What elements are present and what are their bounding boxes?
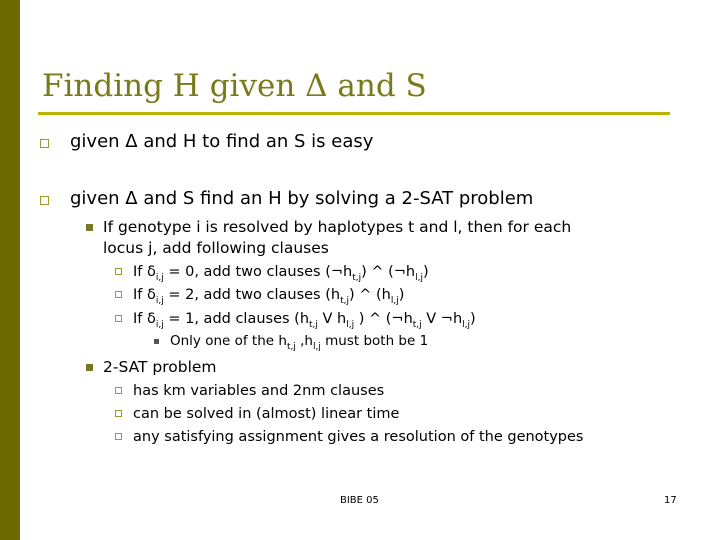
2sat-item-1: has km variables and 2nm clauses bbox=[133, 383, 385, 399]
clause-delta-2: If $\delta_{i,j} = 2$, add two clauses $(h_{t,j})$ ^ $(h_{l,j})$ bbox=[133, 287, 405, 306]
title-rule bbox=[38, 112, 670, 115]
footer-label: BIBE 05 bbox=[340, 495, 379, 506]
bullet-icon bbox=[40, 139, 49, 148]
sub-sub-bullet-icon bbox=[115, 315, 122, 322]
sub-sub-bullet-icon bbox=[115, 387, 122, 394]
sub-bullet-genotype-line2: locus j, add following clauses bbox=[103, 239, 329, 257]
clause-delta-0: If $\delta_{i,j} = 0$, add two clauses $(\neg h_{t,j})$ ^ $(\neg h_{l,j})$ bbox=[133, 264, 429, 283]
2sat-item-2: can be solved in (almost) linear time bbox=[133, 406, 400, 422]
sub-bullet-2sat: 2-SAT problem bbox=[103, 358, 217, 376]
bullet-1: given Δ and H to find an S is easy bbox=[70, 131, 374, 152]
sub-sub-bullet-icon bbox=[115, 291, 122, 298]
clause-delta-1: If $\delta_{i,j} = 1$, add clauses ($h_{t,j}$ V $h_{l,j}$ ) ^ ($\neg h_{t,j}$ V $\neg h_{l,j}$) bbox=[133, 311, 476, 330]
sub-sub-bullet-icon bbox=[115, 410, 122, 417]
sidebar-bar bbox=[0, 0, 20, 540]
bullet-icon bbox=[40, 196, 49, 205]
page-number: 17 bbox=[664, 495, 677, 506]
sub-bullet-genotype-line1: If genotype i is resolved by haplotypes t and l, then for each bbox=[103, 218, 572, 236]
2sat-item-3: any satisfying assignment gives a resolution of the genotypes bbox=[133, 429, 584, 445]
sub-sub-bullet-icon bbox=[115, 433, 122, 440]
bullet-2: given Δ and S find an H by solving a 2-SAT problem bbox=[70, 188, 534, 209]
sub-bullet-icon bbox=[86, 224, 93, 231]
sub-bullet-icon bbox=[86, 364, 93, 371]
sub-sub-bullet-icon bbox=[115, 268, 122, 275]
slide-title: Finding H given Δ and S bbox=[42, 68, 427, 104]
note-only-one: Only one of the $h_{t,j}$ $,h_{l,j}$ must both be 1 bbox=[170, 333, 429, 352]
square-bullet-icon bbox=[154, 339, 159, 344]
